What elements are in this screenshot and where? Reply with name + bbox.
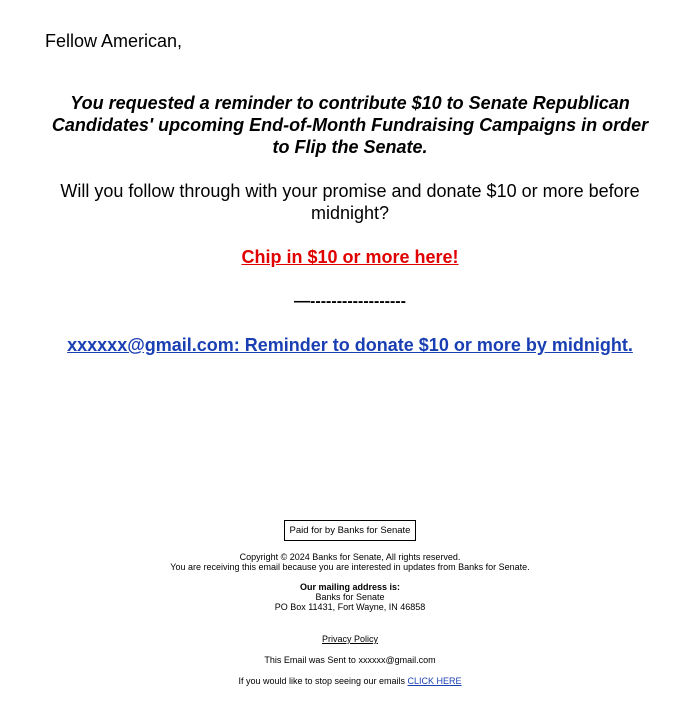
greeting: Fellow American, bbox=[45, 31, 183, 51]
mailing-address-title: Our mailing address is: bbox=[299, 582, 401, 592]
mailing-name: Banks for Senate bbox=[315, 592, 385, 602]
cta-container bbox=[0, 246, 700, 268]
donation-question: Will you follow through with your promise and donate $10 or more before midnight? bbox=[60, 181, 640, 223]
mailing-address: PO Box 11431, Fort Wayne, IN 46858 bbox=[274, 602, 426, 612]
reminder-container bbox=[0, 334, 700, 356]
divider: —------------------ bbox=[294, 293, 406, 310]
privacy-container bbox=[0, 634, 700, 644]
paid-for-disclaimer: Paid for by Banks for Senate bbox=[284, 520, 417, 541]
unsubscribe-container bbox=[0, 676, 700, 686]
reminder-link[interactable]: xxxxxx@gmail.com: Reminder to donate $10 or more by midnight. bbox=[67, 335, 633, 355]
lead-message: You requested a reminder to contribute $10 to Senate Republican Candidates' upcoming End-of-Month Fundraising Campaigns in order to Flip the Senate. bbox=[51, 93, 649, 157]
unsubscribe-link[interactable]: CLICK HERE bbox=[407, 676, 462, 686]
footer bbox=[0, 520, 700, 686]
privacy-policy-link[interactable]: Privacy Policy bbox=[321, 634, 378, 644]
sent-to-text: This Email was Sent to xxxxxx@gmail.com bbox=[264, 655, 436, 665]
unsubscribe-text: If you would like to stop seeing our emails bbox=[238, 676, 408, 686]
chip-in-link[interactable]: Chip in $10 or more here! bbox=[241, 247, 459, 267]
copyright-text: Copyright © 2024 Banks for Senate, All rights reserved. bbox=[239, 552, 461, 562]
receiving-notice: You are receiving this email because you are interested in updates from Banks for Senate. bbox=[170, 562, 530, 572]
